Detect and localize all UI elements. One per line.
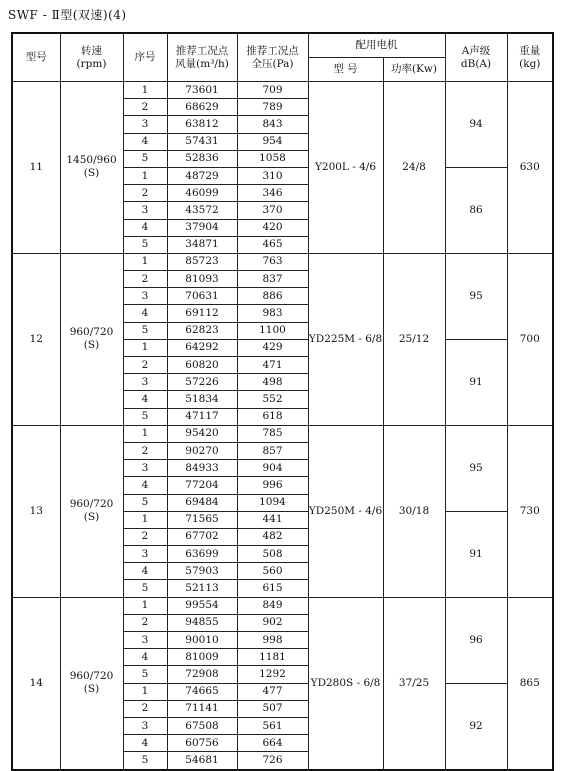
pressure-cell: 471	[237, 357, 308, 374]
airflow-cell: 72908	[167, 666, 237, 683]
airflow-cell: 46099	[167, 185, 237, 202]
airflow-cell: 51834	[167, 391, 237, 408]
model-cell: 11	[12, 82, 60, 254]
airflow-cell: 85723	[167, 253, 237, 270]
seq-cell: 1	[123, 683, 167, 700]
airflow-cell: 71565	[167, 511, 237, 528]
seq-cell: 4	[123, 219, 167, 236]
pressure-cell: 560	[237, 563, 308, 580]
table-row	[12, 597, 553, 614]
airflow-cell: 34871	[167, 236, 237, 253]
pressure-cell: 552	[237, 391, 308, 408]
pressure-cell: 561	[237, 717, 308, 734]
airflow-cell: 81009	[167, 649, 237, 666]
header-noise	[445, 33, 507, 82]
airflow-cell: 52113	[167, 580, 237, 597]
speed-cell	[60, 597, 123, 769]
model-cell: 12	[12, 253, 60, 425]
airflow-cell: 73601	[167, 82, 237, 99]
airflow-cell: 37904	[167, 219, 237, 236]
seq-cell: 4	[123, 391, 167, 408]
seq-cell: 4	[123, 563, 167, 580]
airflow-cell: 95420	[167, 425, 237, 442]
pressure-cell: 998	[237, 632, 308, 649]
seq-cell: 5	[123, 752, 167, 770]
airflow-cell: 84933	[167, 460, 237, 477]
seq-cell: 5	[123, 236, 167, 253]
airflow-cell: 63812	[167, 116, 237, 133]
seq-cell: 2	[123, 614, 167, 631]
seq-cell: 2	[123, 700, 167, 717]
speed-value: 960/720	[69, 326, 114, 339]
motor-model-cell: YD250M - 4/6	[308, 425, 383, 597]
pressure-cell: 1058	[237, 150, 308, 167]
seq-cell: 3	[123, 460, 167, 477]
airflow-cell: 54681	[167, 752, 237, 770]
header-airflow-unit: 风量(m³/h)	[175, 57, 229, 70]
airflow-cell: 67702	[167, 528, 237, 545]
noise-low-cell: 91	[445, 339, 507, 425]
seq-cell: 1	[123, 167, 167, 184]
seq-cell: 1	[123, 82, 167, 99]
airflow-cell: 60756	[167, 735, 237, 752]
pressure-cell: 420	[237, 219, 308, 236]
airflow-cell: 69112	[167, 305, 237, 322]
airflow-cell: 67508	[167, 717, 237, 734]
seq-cell: 5	[123, 494, 167, 511]
weight-cell: 630	[507, 82, 553, 254]
noise-low-cell: 86	[445, 167, 507, 253]
motor-model-cell: YD225M - 6/8	[308, 253, 383, 425]
header-rec1: 推荐工况点	[175, 44, 229, 57]
pressure-cell: 1181	[237, 649, 308, 666]
header-speed	[60, 33, 123, 82]
motor-model-cell: Y200L - 4/6	[308, 82, 383, 254]
pressure-cell: 785	[237, 425, 308, 442]
pressure-cell: 429	[237, 339, 308, 356]
model-cell: 14	[12, 597, 60, 769]
header-model: 型号	[12, 33, 60, 82]
pressure-cell: 1100	[237, 322, 308, 339]
pressure-cell: 346	[237, 185, 308, 202]
pressure-cell: 726	[237, 752, 308, 770]
speed-value: 960/720	[69, 498, 114, 511]
power-cell: 25/12	[383, 253, 445, 425]
weight-cell: 730	[507, 425, 553, 597]
airflow-cell: 48729	[167, 167, 237, 184]
seq-cell: 2	[123, 185, 167, 202]
seq-cell: 2	[123, 528, 167, 545]
header-noise-label: A声级	[461, 44, 491, 57]
table-row	[12, 425, 553, 442]
header-weight	[507, 33, 553, 82]
airflow-cell: 57226	[167, 374, 237, 391]
seq-cell: 1	[123, 597, 167, 614]
seq-cell: 1	[123, 253, 167, 270]
pressure-cell: 310	[237, 167, 308, 184]
airflow-cell: 70631	[167, 288, 237, 305]
header-speed-unit: (rpm)	[76, 57, 107, 70]
seq-cell: 4	[123, 735, 167, 752]
pressure-cell: 789	[237, 99, 308, 116]
power-cell: 30/18	[383, 425, 445, 597]
header-power: 功率(Kw)	[383, 58, 445, 82]
airflow-cell: 81093	[167, 271, 237, 288]
header-weight-unit: (kg)	[519, 57, 541, 70]
motor-model-cell: YD280S - 6/8	[308, 597, 383, 769]
seq-cell: 2	[123, 357, 167, 374]
airflow-cell: 77204	[167, 477, 237, 494]
seq-cell: 5	[123, 666, 167, 683]
table-body	[12, 82, 553, 770]
airflow-cell: 71141	[167, 700, 237, 717]
header-pressure	[237, 33, 308, 82]
pressure-cell: 837	[237, 271, 308, 288]
pressure-cell: 709	[237, 82, 308, 99]
pressure-cell: 498	[237, 374, 308, 391]
noise-high-cell: 94	[445, 82, 507, 168]
table-row	[12, 253, 553, 270]
seq-cell: 3	[123, 632, 167, 649]
speed-sub: (S)	[83, 511, 100, 524]
power-cell: 37/25	[383, 597, 445, 769]
pressure-cell: 857	[237, 442, 308, 459]
airflow-cell: 52836	[167, 150, 237, 167]
seq-cell: 3	[123, 202, 167, 219]
airflow-cell: 64292	[167, 339, 237, 356]
pressure-cell: 843	[237, 116, 308, 133]
airflow-cell: 62823	[167, 322, 237, 339]
speed-sub: (S)	[83, 167, 100, 180]
pressure-cell: 954	[237, 133, 308, 150]
pressure-cell: 441	[237, 511, 308, 528]
seq-cell: 3	[123, 288, 167, 305]
pressure-cell: 508	[237, 546, 308, 563]
table-row	[12, 82, 553, 99]
fan-spec-table	[11, 32, 554, 771]
airflow-cell: 60820	[167, 357, 237, 374]
seq-cell: 4	[123, 477, 167, 494]
pressure-cell: 465	[237, 236, 308, 253]
seq-cell: 3	[123, 116, 167, 133]
seq-cell: 5	[123, 580, 167, 597]
header-pressure-unit: 全压(Pa)	[251, 57, 294, 70]
speed-sub: (S)	[83, 683, 100, 696]
noise-high-cell: 95	[445, 253, 507, 339]
seq-cell: 3	[123, 374, 167, 391]
airflow-cell: 74665	[167, 683, 237, 700]
seq-cell: 3	[123, 546, 167, 563]
airflow-cell: 99554	[167, 597, 237, 614]
pressure-cell: 477	[237, 683, 308, 700]
airflow-cell: 57431	[167, 133, 237, 150]
page-title: SWF - Ⅱ型(双速)(4)	[8, 8, 127, 22]
header-noise-unit: dB(A)	[460, 57, 492, 70]
airflow-cell: 43572	[167, 202, 237, 219]
speed-value: 1450/960	[66, 154, 117, 167]
speed-cell	[60, 253, 123, 425]
seq-cell: 5	[123, 322, 167, 339]
pressure-cell: 507	[237, 700, 308, 717]
power-cell: 24/8	[383, 82, 445, 254]
pressure-cell: 902	[237, 614, 308, 631]
noise-high-cell: 96	[445, 597, 507, 683]
pressure-cell: 664	[237, 735, 308, 752]
pressure-cell: 763	[237, 253, 308, 270]
header-seq: 序号	[123, 33, 167, 82]
seq-cell: 5	[123, 408, 167, 425]
seq-cell: 1	[123, 425, 167, 442]
airflow-cell: 57903	[167, 563, 237, 580]
pressure-cell: 886	[237, 288, 308, 305]
pressure-cell: 904	[237, 460, 308, 477]
pressure-cell: 1094	[237, 494, 308, 511]
seq-cell: 2	[123, 442, 167, 459]
seq-cell: 1	[123, 511, 167, 528]
pressure-cell: 849	[237, 597, 308, 614]
seq-cell: 1	[123, 339, 167, 356]
seq-cell: 2	[123, 271, 167, 288]
seq-cell: 2	[123, 99, 167, 116]
seq-cell: 3	[123, 717, 167, 734]
header-speed-label: 转速	[81, 44, 102, 57]
speed-cell	[60, 425, 123, 597]
pressure-cell: 996	[237, 477, 308, 494]
pressure-cell: 983	[237, 305, 308, 322]
pressure-cell: 615	[237, 580, 308, 597]
seq-cell: 5	[123, 150, 167, 167]
pressure-cell: 482	[237, 528, 308, 545]
header-rec2: 推荐工况点	[246, 44, 299, 57]
speed-sub: (S)	[83, 339, 100, 352]
airflow-cell: 69484	[167, 494, 237, 511]
seq-cell: 4	[123, 133, 167, 150]
pressure-cell: 370	[237, 202, 308, 219]
noise-low-cell: 91	[445, 511, 507, 597]
noise-low-cell: 92	[445, 683, 507, 769]
header-motor-model: 型 号	[308, 58, 383, 82]
seq-cell: 4	[123, 305, 167, 322]
airflow-cell: 47117	[167, 408, 237, 425]
pressure-cell: 1292	[237, 666, 308, 683]
header-airflow	[167, 33, 237, 82]
header-motor: 配用电机	[308, 33, 445, 58]
speed-value: 960/720	[69, 670, 114, 683]
airflow-cell: 90010	[167, 632, 237, 649]
weight-cell: 865	[507, 597, 553, 769]
noise-high-cell: 95	[445, 425, 507, 511]
header-weight-label: 重量	[519, 44, 541, 57]
seq-cell: 4	[123, 649, 167, 666]
airflow-cell: 94855	[167, 614, 237, 631]
airflow-cell: 90270	[167, 442, 237, 459]
weight-cell: 700	[507, 253, 553, 425]
airflow-cell: 63699	[167, 546, 237, 563]
model-cell: 13	[12, 425, 60, 597]
speed-cell	[60, 82, 123, 254]
pressure-cell: 618	[237, 408, 308, 425]
airflow-cell: 68629	[167, 99, 237, 116]
